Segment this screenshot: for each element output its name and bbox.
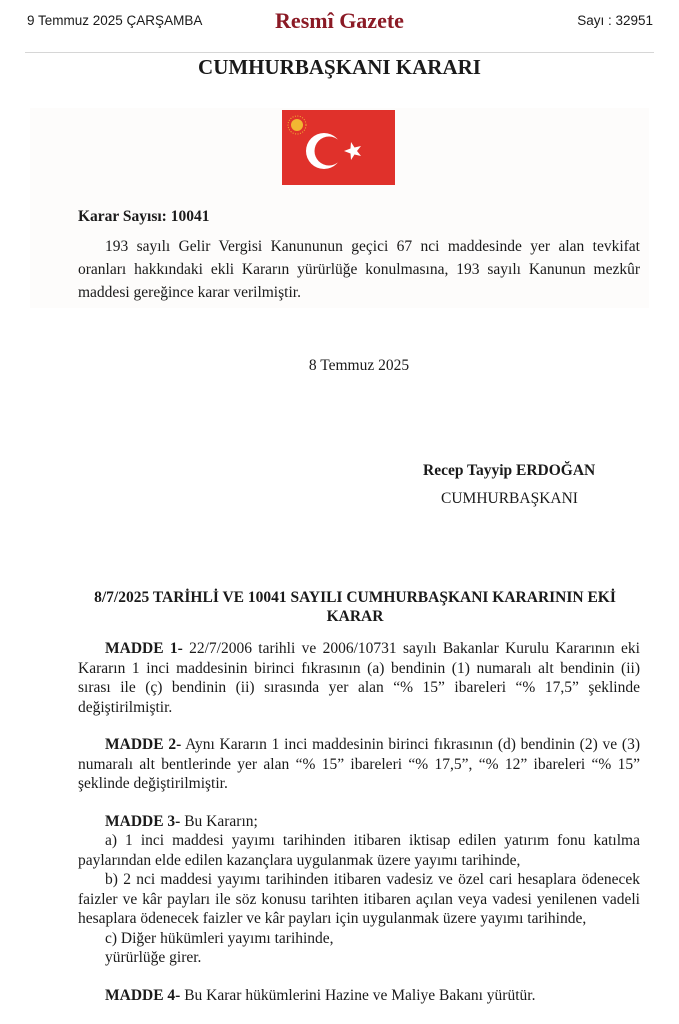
article-3-item-c: c) Diğer hükümleri yayımı tarihinde, — [105, 929, 334, 947]
article-4 — [78, 986, 640, 1006]
decision-number: Karar Sayısı: 10041 — [78, 208, 210, 225]
article-label: MADDE 2- — [105, 736, 182, 753]
article-text: 22/7/2006 tarihli ve 2006/10731 sayılı Bakanlar Kurulu Kararının eki Kararın 1 inci maddesinin birinci fıkrasının (a) bendinin (1) numaralı alt bendinin (ii) sırası ile (ç) bendinin (ii) sırasında yer alan “% 15” ibareleri “% 17,5” şeklinde değiştirilmiştir. — [78, 640, 640, 716]
header-divider — [25, 52, 654, 53]
decision-date: 8 Temmuz 2025 — [308, 357, 410, 374]
article-2 — [78, 735, 640, 794]
article-label: MADDE 3- — [105, 812, 181, 830]
article-text: Bu Kararın; — [180, 812, 258, 830]
signatory-title: CUMHURBAŞKANI — [441, 490, 578, 507]
document-title: CUMHURBAŞKANI KARARI — [198, 55, 481, 79]
gazette-header — [0, 10, 679, 36]
annex-title: 8/7/2025 TARİHLİ VE 10041 SAYILI CUMHURBAŞKANI KARARININ EKİ KARAR — [94, 589, 616, 625]
article-1 — [78, 639, 640, 717]
issue-number: Sayı : 32951 — [577, 13, 653, 28]
article-3-closing: yürürlüğe girer. — [105, 949, 202, 966]
publication-name: Resmî Gazete — [275, 8, 404, 33]
issue-date: 9 Temmuz 2025 ÇARŞAMBA — [27, 13, 203, 28]
preamble-text: 193 sayılı Gelir Vergisi Kanununun geçici 67 nci maddesinde yer alan tevkifat oranları hakkındaki ekli Kararın yürürlüğe konulmasına, 193 sayılı Kanunun mezkûr maddesi gereğince karar verilmiştir. — [78, 238, 640, 301]
article-3 — [78, 812, 640, 832]
article-text: Aynı Kararın 1 inci maddesinin birinci fıkrasının (d) bendinin (2) ve (3) numaralı alt bentlerinde yer alan “% 15” ibareleri “% 17,5”, “% 12” ibareleri “% 15” şeklinde değiştirilmiştir. — [78, 736, 641, 792]
turkish-flag-icon — [282, 110, 395, 185]
article-label: MADDE 1- — [105, 640, 183, 657]
article-3-item-b: b) 2 nci maddesi yayımı tarihinden itibaren vadesiz ve özel cari hesaplara ödenecek faizler ve kâr payları ile söz konusu tarihten itibaren açılan veya vadesi yenilenen vadeli hesaplara ödenecek faizler ve kâr payları için uygulanmak üzere yayımı tarihinde, — [78, 871, 640, 927]
article-3-item-a: a) 1 inci maddesi yayımı tarihinden itibaren iktisap edilen yatırım fonu katılma paylarından elde edilen kazançlara uygulanmak üzere yayımı tarihinde, — [78, 832, 640, 869]
article-label: MADDE 4- — [105, 986, 181, 1004]
annex-body — [78, 639, 640, 1005]
signatory-name: Recep Tayyip ERDOĞAN — [423, 462, 596, 479]
article-text: Bu Karar hükümlerini Hazine ve Maliye Bakanı yürütür. — [180, 986, 536, 1004]
